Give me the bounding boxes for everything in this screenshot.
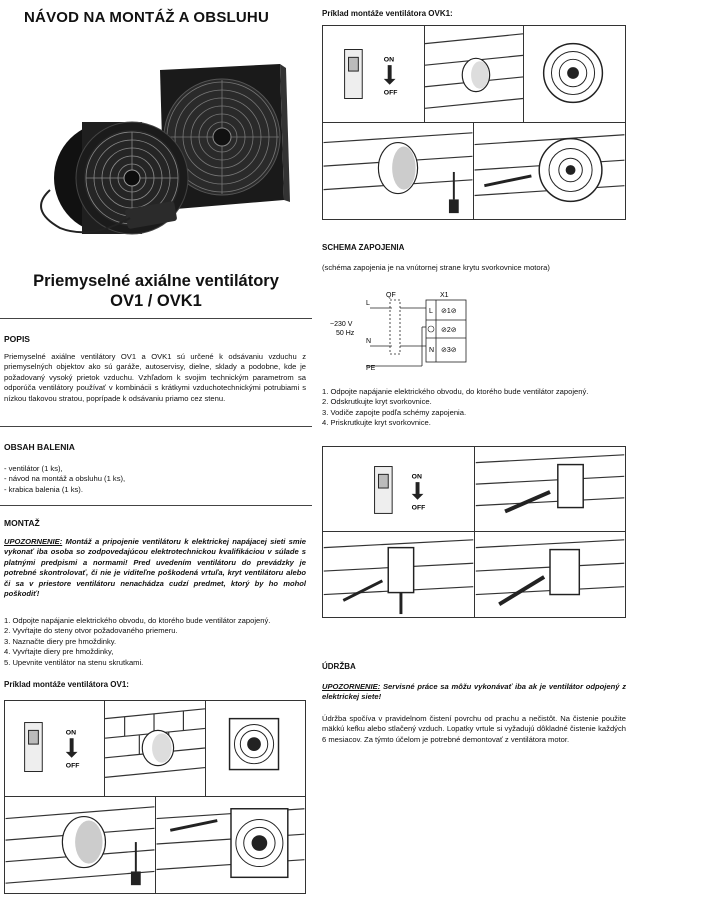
schema-note: (schéma zapojenia je na vnútornej strane krytu svorkovnice motora) [322,263,550,272]
list-item: 5. Upevnite ventilátor na stenu skrutkami. [4,657,144,667]
wiring-diagram [330,290,470,372]
switch-on-label: ON [65,729,77,737]
warning-text: Montáž a pripojenie ventilátoru k elektrickej napájacej sieti smie vykonať iba osoba so zodpovedajúcou elektrotechnickou kvalifikáciou v súlade s platnými predpismi a normami! Pred uvedením ventilátoru do prevádzky je potrebné skontrolovať, či nie je viditeľne poškodená vrtuľa, kryt ventilátoru alebo či sa v priestore ventilátoru nenachádza cudzí predmet, ktorý by ho mohol poškodiť! [4,537,306,599]
list-item: - návod na montáž a obsluhu (1 ks), [4,474,126,484]
popis-heading: POPIS [4,334,30,344]
udrzba-text: Údržba spočíva v pravidelnom čistení povrchu od prachu a nečistôt. Na čistenie použite mäkkú kefku alebo stlačený vzduch. Lopatky vrtule si vyžadujú dôkladné čistenie každých 6 mesiacov. Za týmto účelom je potrebné demontovať z ventilátora motor. [322,714,626,744]
list-item: 2. Odskrutkujte kryt svorkovnice. [322,397,432,407]
qf-label: QF [386,292,396,299]
line-n-label: N [366,338,372,345]
ov1-fan-image [41,122,188,234]
switch-off-label: OFF [411,504,426,512]
list-item: 1. Odpojte napájanie elektrického obvodu, do ktorého bude ventilátor zapojený. [322,387,589,396]
ov1-step-hole [104,700,206,797]
ov1-step-drill [4,796,156,894]
ovk1-step-fixed [473,122,626,220]
ov1-step-switch-off [4,700,105,797]
montaz-steps [4,616,310,668]
voltage-label: ~230 V [330,321,353,328]
terminal-n-label: N [429,347,435,354]
terminal-l-label: L [429,308,433,315]
obsah-list [4,464,306,495]
ov1-step-mount [205,700,306,797]
example-ovk1-heading: Príklad montáže ventilátora OVK1: [322,9,453,18]
ovk1-step-hole [424,25,524,123]
freq-label: 50 Hz [336,330,355,337]
product-title-line2: OV1 / OVK1 [110,292,202,310]
wiring-step-connect [322,531,475,618]
product-title-line1: Priemyselné axiálne ventilátory [33,272,279,290]
example-ov1-heading: Príklad montáže ventilátora OV1: [4,680,129,689]
divider [0,426,312,427]
schema-heading: SCHEMA ZAPOJENIA [322,243,405,252]
wiring-step-open-box [474,446,626,532]
product-title [0,271,312,311]
terminal-1: ⊘1⊘ [441,308,457,315]
pe-label: PE [366,365,376,372]
udrzba-heading: ÚDRŽBA [322,662,356,671]
wiring-step-switch-off [322,446,475,532]
product-photo [30,60,290,235]
list-item: 1. Odpojte napájanie elektrického obvodu, do ktorého bude ventilátor zapojený. [4,616,271,625]
list-item: 3. Naznačte diery pre hmoždinky. [4,636,117,646]
popis-text: Priemyselné axiálne ventilátory OV1 a OVK1 sú určené k odsávaniu vzduchu z priemyselných objektov ako sú garáže, autoservisy, dielne, sklady a podobne, kde je požadovaný vysoký prietok vzduchu. Vzhľadom k svojim technickým parametrom sa odporúča ventilátory používať v kombinácii s krátkymi vzduchotechnickými potrubiami s nízkou tlakovou stratou, poprípade k odsávaniu priamo cez stenu. [4,352,306,403]
switch-on-label: ON [383,56,395,64]
obsah-heading: OBSAH BALENIA [4,442,75,452]
ov1-step-fixed [155,796,306,894]
warning-label: UPOZORNENIE: [4,537,63,546]
list-item: 3. Vodiče zapojte podľa schémy zapojenia. [322,407,467,417]
list-item: 2. Vyvŕtajte do steny otvor požadovaného priemeru. [4,626,178,636]
ground-icon [428,326,434,332]
terminal-3: ⊘3⊘ [441,347,457,354]
wiring-step-close [474,531,626,618]
switch-off-label: OFF [383,89,398,97]
list-item: - krabica balenia (1 ks). [4,484,83,494]
line-l-label: L [366,300,370,307]
list-item: 4. Vyvŕtajte diery pre hmoždinky, [4,647,114,657]
ovk1-step-mount [523,25,626,123]
x1-label: X1 [440,292,449,299]
ovk1-step-switch-off [322,25,425,123]
schema-steps [322,387,714,429]
udrzba-warning [322,682,626,703]
divider [0,318,312,319]
switch-off-label: OFF [65,762,80,770]
terminal-2: ⊘2⊘ [441,327,457,334]
divider [0,505,312,506]
page-title: NÁVOD NA MONTÁŽ A OBSLUHU [24,9,269,26]
warning-text: Servisné práce sa môžu vykonávať iba ak je ventilátor odpojený z elektrickej siete! [322,682,626,702]
list-item: - ventilátor (1 ks), [4,464,63,473]
switch-on-label: ON [411,473,422,481]
ovk1-step-drill [322,122,474,220]
list-item: 4. Priskrutkujte kryt svorkovnice. [322,418,431,428]
montaz-heading: MONTAŽ [4,518,40,528]
warning-label: UPOZORNENIE: [322,682,381,691]
montaz-warning [4,537,306,599]
